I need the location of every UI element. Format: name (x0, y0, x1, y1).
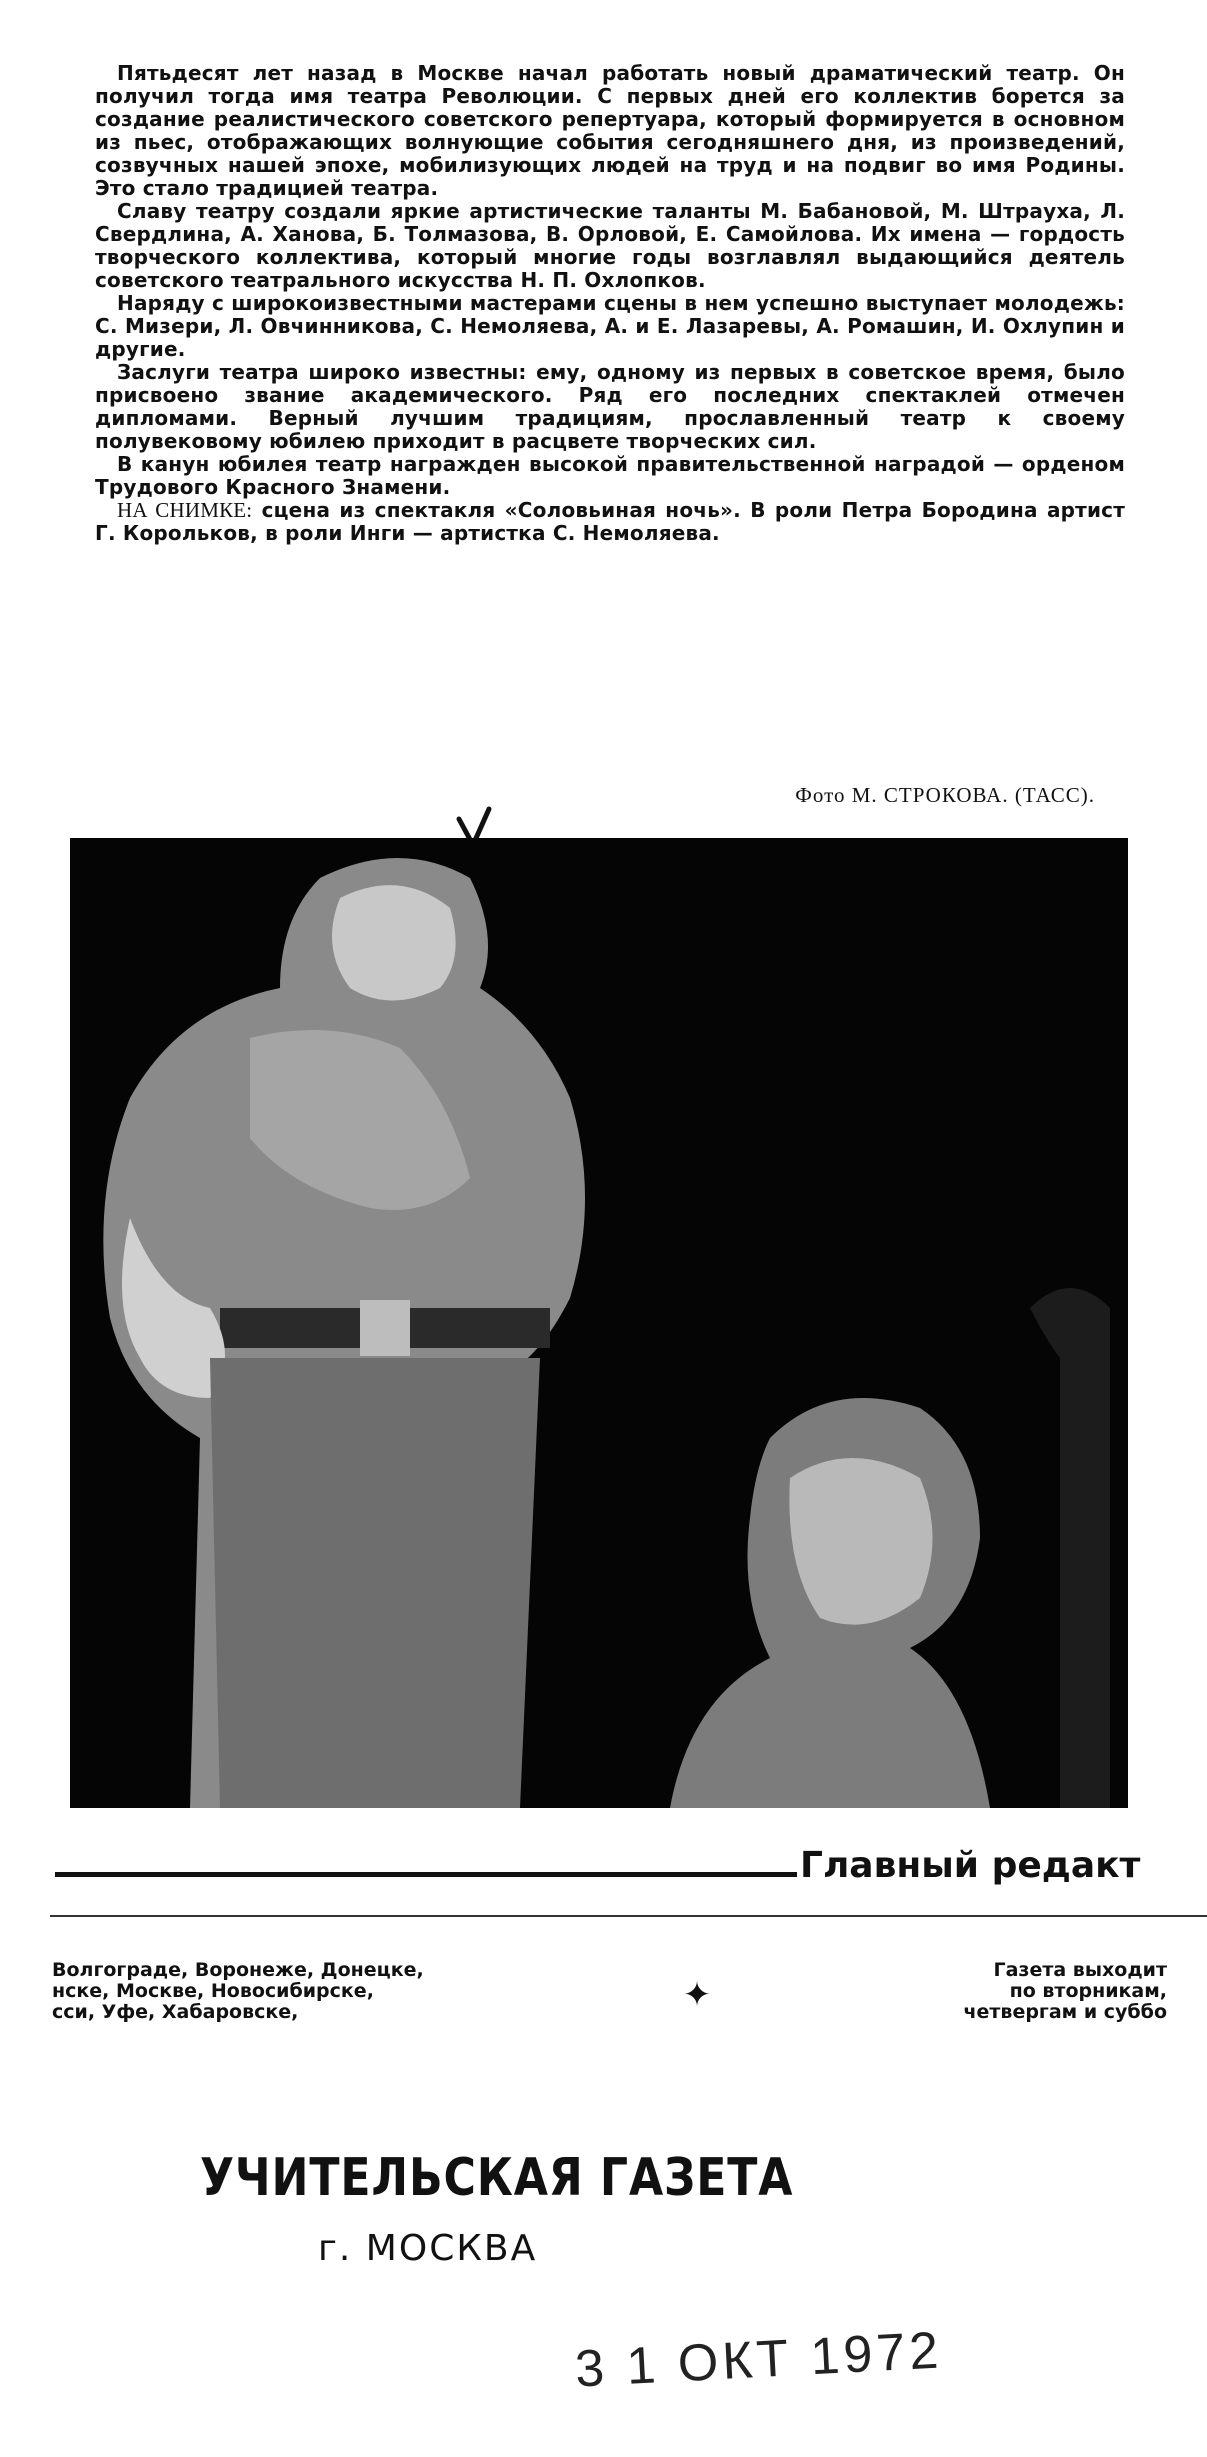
editor-heading-fragment: Главный редакт (800, 1845, 1141, 1886)
article-paragraph: Пятьдесят лет назад в Москве начал работать новый драматический театр. Он получил тогда имя театра Революции. С первых дней его коллектив борется за создание реалистического советского репертуара, который формируется в основном из пьес, отображающих волнующие события сегодняшнего дня, из произведений, созвучных нашей эпохе, мобилизующих людей на труд и на подвиг во имя Родины. Это стало традицией театра. (95, 61, 1125, 200)
stage-photo-image (70, 838, 1128, 1808)
article-paragraph: Славу театру создали яркие артистические таланты М. Бабановой, М. Штрауха, Л. Свердлина, А. Ханова, Б. Толмазова, В. Орловой, Е. Самойлова. Их имена — гордость творческого коллектива, который многие годы возглавлял выдающийся деятель советского театрального искусства Н. П. Охлопков. (95, 199, 1125, 292)
article-paragraph: В канун юбилея театр награжден высокой правительственной наградой — орденом Трудового Красного Знамени. (95, 452, 1125, 499)
star-ornament-icon: ✦ (682, 1975, 712, 2015)
caption-text: сцена из спектакля «Соловьиная ночь». В роли Петра Бородина артист Г. Корольков, в роли Инги — артистка С. Немоляева. (95, 498, 1126, 545)
article-paragraph: Наряду с широкоизвестными мастерами сцены в нем успешно выступает молодежь: С. Мизери, Л. Овчинникова, С. Немоляева, А. и Е. Лазаревы, А. Ромашин, И. Охлупин и другие. (95, 291, 1125, 361)
stamp-date: 3 1 ОКТ 1972 (573, 2321, 944, 2399)
stamp-city: г. МОСКВА (318, 2228, 538, 2269)
stage-photo (70, 838, 1128, 1808)
photo-credit: Фото М. СТРОКОВА. (ТАСС). (795, 783, 1095, 807)
article-paragraph: Заслуги театра широко известны: ему, одному из первых в советское время, было присвоено звание академического. Ряд его последних спектаклей отмечен дипломами. Верный лучшим традициям, прославленный театр к своему полувековому юбилею приходит в расцвете творческих сил. (95, 360, 1125, 453)
masthead-rule (55, 1872, 797, 1877)
caption-lead: НА СНИМКЕ: (117, 498, 253, 522)
article-body (95, 62, 1125, 545)
imprint-rule (50, 1915, 1207, 1917)
newspaper-stamp: УЧИТЕЛЬСКАЯ ГАЗЕТА (200, 2148, 794, 2208)
imprint-cities: Волгограде, Воронеже, Донецке, нске, Москве, Новосибирске, сси, Уфе, Хабаровске, (52, 1960, 424, 2023)
photo-caption (95, 499, 1125, 545)
imprint-schedule: Газета выходит по вторникам, четвергам и суббо (963, 1960, 1167, 2023)
